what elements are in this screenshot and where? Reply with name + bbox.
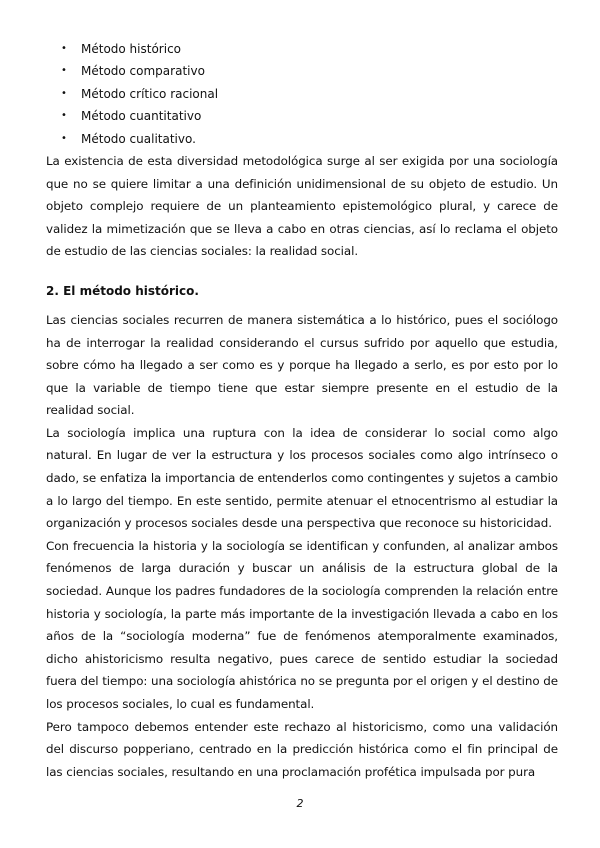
body-paragraph: La sociología implica una ruptura con la idea de considerar lo social como algo natural. En lugar de ver la estructura y los procesos sociales como algo intrínseco o dado, se enfatiza la importancia de entenderlos como contingentes y sujetos a cambio a lo largo del tiempo. En este sentido, permite atenuar el etnocentrismo al estudiar la organización y procesos sociales desde una perspectiva que reconoce su historicidad. — [46, 425, 558, 531]
method-label: Método cualitativo. — [81, 131, 196, 146]
bullet-icon: • — [61, 87, 67, 99]
intro-paragraph: La existencia de esta diversidad metodológica surge al ser exigida por una sociología que no se quiere limitar a una definición unidimensional de su objeto de estudio. Un objeto complejo requiere de un planteamiento epistemológico plural, y carece de validez la mimetización que se lleva a cabo en otras ciencias, así lo reclama el objeto de estudio de las ciencias sociales: la realidad social. — [46, 153, 558, 259]
page-number: 2 — [296, 797, 304, 810]
document-page — [46, 38, 558, 783]
list-item — [46, 105, 558, 127]
list-item — [46, 38, 558, 60]
methods-list — [46, 38, 558, 150]
body-paragraph: Pero tampoco debemos entender este rechazo al historicismo, como una validación del discurso popperiano, centrado en la predicción histórica como el fin principal de las ciencias sociales, resultando en una proclamación profética impulsada por pura — [46, 719, 558, 779]
method-label: Método comparativo — [81, 64, 205, 79]
list-item — [46, 60, 558, 82]
bullet-icon: • — [61, 132, 67, 144]
list-item — [46, 128, 558, 150]
bullet-icon: • — [61, 110, 67, 122]
bullet-icon: • — [61, 65, 67, 77]
method-label: Método cuantitativo — [81, 109, 202, 124]
body-paragraph: Las ciencias sociales recurren de manera sistemática a lo histórico, pues el sociólogo ha de interrogar la realidad considerando el cursus sufrido por aquello que estudia, sobre cómo ha llegado a ser como es y porque ha llegado a serlo, es por esto por lo que la variable de tiempo tiene que estar siempre presente en el estudio de la realidad social. — [46, 312, 558, 418]
method-label: Método crítico racional — [81, 86, 219, 101]
bullet-icon: • — [61, 43, 67, 54]
method-label: Método histórico — [81, 42, 182, 56]
list-item — [46, 83, 558, 105]
body-paragraph: Con frecuencia la historia y la sociología se identifican y confunden, al analizar ambos fenómenos de larga duración y buscar un análisis de la estructura global de la sociedad. Aunque los padres fundadores de la sociología comprenden la relación entre historia y sociología, la parte más importante de la investigación llevada a cabo en los años de la “sociología moderna” fue de fenómenos atemporalmente examinados, dicho ahistoricismo resulta negativo, pues carece de sentido estudiar la sociedad fuera del tiempo: una sociología ahistórica no se pregunta por el origen y el destino de los procesos sociales, lo cual es fundamental. — [46, 538, 558, 712]
section-heading: 2. El método histórico. — [46, 283, 199, 298]
